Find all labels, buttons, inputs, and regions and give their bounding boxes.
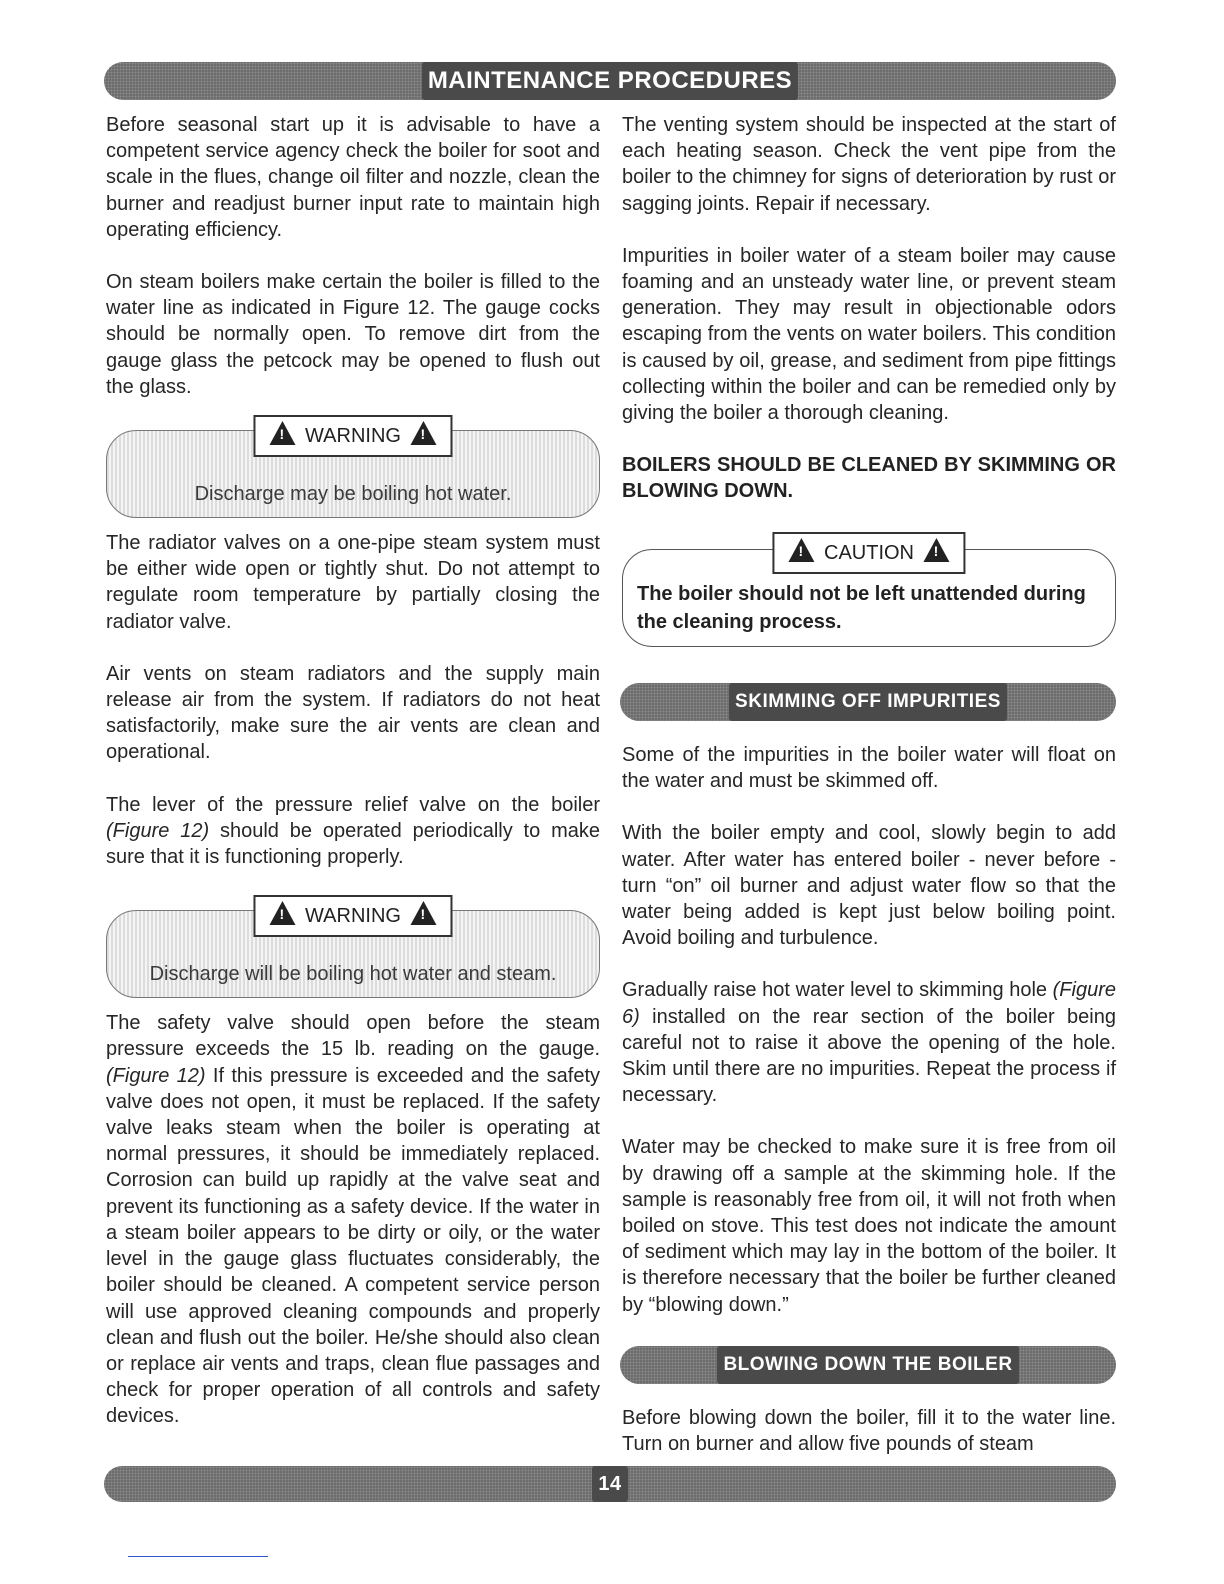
skimming-section-banner	[620, 683, 1116, 721]
text-segment: should be operated periodically to make sure that it is functioning properly.	[106, 819, 600, 869]
text-segment: The safety valve should open before the steam pressure exceeds the 15 lb. reading on the gauge.	[106, 1012, 600, 1061]
right-column	[622, 112, 1116, 647]
section-heading-cleaning: BOILERS SHOULD BE CLEANED BY SKIMMING OR BLOWING DOWN.	[622, 454, 1116, 503]
warning-box-hot-water	[106, 425, 600, 518]
skimming-section-title: SKIMMING OFF IMPURITIES	[729, 683, 1007, 721]
warning-triangle-icon	[269, 901, 295, 925]
paragraph-float-impurities: Some of the impurities in the boiler water will float on the water and must be skimmed off.	[622, 744, 1116, 793]
warning-triangle-icon	[411, 901, 437, 925]
caution-tag	[772, 532, 965, 574]
left-column	[106, 112, 600, 1430]
footer-rule	[128, 1556, 268, 1557]
warning-triangle-icon	[411, 421, 437, 445]
paragraph-impurities: Impurities in boiler water of a steam boiler may cause foaming and an unsteady water line, or prevent steam generation. They may result in objectionable odors escaping from the vents on water boilers. This condition is caused by oil, grease, and sediment from pipe fittings collecting within the boiler and can be remedied only by giving the boiler a thorough cleaning.	[622, 244, 1116, 425]
right-column-lower	[622, 742, 1116, 1318]
text-segment: installed on the rear section of the boiler being careful not to raise it above the opening of the hole. Skim until there are no impurities. Repeat the process if necessary.	[622, 1005, 1116, 1107]
section-title-banner	[104, 62, 1116, 100]
paragraph-blowing-down: Before blowing down the boiler, fill it to the water line. Turn on burner and allow five pounds of steam	[622, 1407, 1116, 1456]
paragraph-skimming-hole	[622, 977, 1116, 1108]
text-segment: If this pressure is exceeded and the safety valve does not open, it must be replaced. If the safety valve leaks steam when the boiler is operating at normal pressures, it should be immediately replaced. Corrosion can build up rapidly at the valve seat and prevent its functioning as a safety device. If the water in a steam boiler appears to be dirty or oily, or the water level in the gauge glass fluctuates considerably, the boiler should be cleaned. A competent service person will use approved cleaning compounds and properly clean and flush out the boiler. He/she should also clean or replace air vents and traps, clean flue passages and check for proper operation of all controls and safety devices.	[106, 1064, 601, 1428]
warning-label: WARNING	[305, 905, 401, 928]
figure-reference: (Figure 12)	[106, 1064, 206, 1087]
text-segment: The lever of the pressure relief valve on the boiler	[106, 793, 600, 816]
warning-label: WARNING	[305, 425, 401, 448]
warning-tag	[253, 415, 452, 457]
blowing-down-section-title: BLOWING DOWN THE BOILER	[717, 1346, 1018, 1384]
paragraph-steam-water-line: On steam boilers make certain the boiler is filled to the water line as indicated in Figure 12. The gauge cocks should be normally open. To remove dirt from the gauge glass the petcock may be opened to flush out the glass.	[106, 271, 600, 398]
caution-label: CAUTION	[824, 541, 914, 564]
caution-triangle-icon	[924, 538, 950, 562]
paragraph-seasonal-startup: Before seasonal start up it is advisable to have a competent service agency check the boiler for soot and scale in the flues, change oil filter and nozzle, clean the burner and readjust burner input rate to maintain high operating efficiency.	[106, 114, 600, 241]
warning-message: Discharge will be boiling hot water and steam.	[149, 963, 557, 986]
text-segment: Gradually raise hot water level to skimming hole	[622, 979, 1053, 1002]
blowing-down-section-banner	[620, 1346, 1116, 1384]
paragraph-water-check: Water may be checked to make sure it is free from oil by drawing off a sample at the skimming hole. If the sample is reasonably free from oil, it will not froth when boiled on stove. This test does not indicate the amount of sediment which may lay in the bottom of the boiler. It is therefore necessary that the boiler be further cleaned by “blowing down.”	[622, 1136, 1116, 1316]
warning-message: Discharge may be boiling hot water.	[194, 482, 512, 505]
warning-tag	[253, 895, 452, 937]
figure-reference: (Figure 6)	[622, 979, 1116, 1028]
paragraph-add-water: With the boiler empty and cool, slowly begin to add water. After water has entered boiler - never before - turn “on” oil burner and adjust water flow so that the water being added is kept just below boiling point. Avoid boiling and turbulence.	[622, 822, 1116, 950]
page-number-banner	[104, 1466, 1116, 1502]
warning-triangle-icon	[269, 421, 295, 445]
paragraph-radiator-valves: The radiator valves on a one-pipe steam system must be either wide open or tightly shut. Do not attempt to regulate room temperature by partially closing the radiator valve.	[106, 532, 600, 633]
caution-triangle-icon	[788, 538, 814, 562]
warning-box-hot-water-steam	[106, 905, 600, 998]
paragraph-venting-system: The venting system should be inspected at the start of each heating season. Check the vent pipe from the boiler to the chimney for signs of deterioration by rust or sagging joints. Repair if necessary.	[622, 114, 1116, 215]
page-title: MAINTENANCE PROCEDURES	[422, 62, 798, 100]
paragraph-air-vents: Air vents on steam radiators and the supply main release air from the system. If radiators do not heat satisfactorily, make sure the air vents are clean and operational.	[106, 662, 600, 764]
figure-reference: (Figure 12)	[106, 819, 210, 842]
caution-message: The boiler should not be left unattended during the cleaning process.	[637, 582, 1086, 633]
page-number: 14	[592, 1466, 627, 1502]
caution-box	[622, 541, 1116, 647]
paragraph-pressure-relief	[106, 792, 600, 871]
paragraph-safety-valve	[106, 1010, 600, 1429]
right-column-bottom	[622, 1405, 1116, 1457]
